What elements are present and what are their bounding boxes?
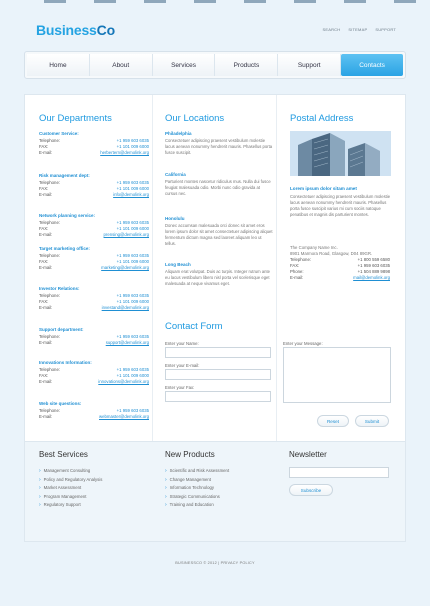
nav-contacts[interactable]: Contacts (341, 54, 403, 76)
department-name: Support department: (39, 327, 84, 332)
email-link[interactable]: investand@demolink.org (101, 305, 149, 310)
email-label: E-mail: (39, 150, 53, 155)
email-link[interactable]: webmaster@demolink.org (99, 414, 149, 419)
fax-label: FAX: (290, 263, 300, 268)
list-item-link[interactable]: › Market Assessment (39, 484, 102, 493)
telephone-value: +1 959 603 6035 (116, 180, 149, 185)
departments-column (25, 95, 153, 441)
email-label: E-mail: (39, 340, 53, 345)
fax-value: +1 959 603 6035 (357, 263, 390, 268)
newsletter (289, 450, 389, 496)
email-label: E-mail: (39, 232, 53, 237)
fax-value: +1 101 009 6000 (116, 299, 149, 304)
message-textarea[interactable] (283, 347, 391, 403)
name-label: Enter your Name: (165, 341, 199, 346)
email-input[interactable] (165, 369, 271, 380)
footer-widgets (24, 442, 406, 542)
list-item-link[interactable]: › Information Technology (165, 484, 229, 493)
telephone-value: +1 800 559 6580 (357, 257, 390, 262)
fax-value: +1 101 009 6000 (116, 226, 149, 231)
list-item-link[interactable]: › Program Management (39, 493, 102, 502)
telephone-label: Telephone: (39, 180, 61, 185)
fax-label: FAX: (39, 186, 49, 191)
newsletter-title: Newsletter (289, 450, 327, 459)
best-services (39, 450, 102, 510)
phone-label: Phone: (290, 269, 304, 274)
department-name: Web site questions: (39, 401, 82, 406)
location-text: Parturient montes nascetur ridiculus mus. Nulla dui fusce feugiat malesuada odio. Morbi nunc odio gravida at cursus nec. (165, 179, 271, 196)
departments-title: Our Departments (39, 113, 112, 124)
department-name: Investor Relations: (39, 286, 80, 291)
list-item-link[interactable]: › Scientific and Risk Assessment (165, 467, 229, 476)
telephone-label: Telephone: (39, 293, 61, 298)
department-name: Innovations Information: (39, 360, 92, 365)
department-block (39, 360, 149, 385)
telephone-value: +1 959 603 6035 (116, 408, 149, 413)
telephone-label: Telephone: (39, 220, 61, 225)
main-content (24, 94, 406, 442)
sitemap-link[interactable]: SITEMAP (348, 27, 368, 32)
main-nav (24, 51, 406, 79)
subscribe-button[interactable]: Subscribe (289, 484, 333, 496)
list-item-link[interactable]: › Regulatory Support (39, 501, 102, 510)
department-block (39, 173, 149, 198)
location-name[interactable]: Long Beach (165, 262, 191, 267)
telephone-label: Telephone: (39, 367, 61, 372)
top-decoration-bars (0, 0, 430, 3)
department-name: Customer Service: (39, 131, 79, 136)
fax-value: +1 101 009 6000 (116, 259, 149, 264)
email-label: E-mail: (290, 275, 304, 280)
email-label: E-mail: (39, 265, 53, 270)
fax-value: +1 101 009 6000 (116, 144, 149, 149)
email-link[interactable]: support@demolink.org (105, 340, 149, 345)
postal-title: Postal Address (290, 113, 354, 124)
email-label: E-mail: (39, 305, 53, 310)
telephone-value: +1 959 603 6035 (116, 334, 149, 339)
reset-button[interactable]: Reset (317, 415, 349, 427)
list-item-link[interactable]: › Strategic Communications (165, 493, 229, 502)
list-item-link[interactable]: › Management Consulting (39, 467, 102, 476)
name-input[interactable] (165, 347, 271, 358)
company-name: The Company Name Inc. (290, 245, 338, 250)
fax-value: +1 101 009 6000 (116, 186, 149, 191)
location-text: Aliquam erat volutpat. Duis ac turpis. Integer rutrum ante eu lacus vestibulum libero nisl porta vel scelerisque eget malesuada at neque vivamus eget. (165, 269, 270, 286)
submit-button[interactable]: Submit (355, 415, 389, 427)
department-block (39, 286, 149, 311)
list-item-link[interactable]: › Change Management (165, 476, 229, 485)
email-link[interactable]: info@demolink.org (113, 192, 149, 197)
telephone-label: Telephone: (39, 253, 61, 258)
fax-label: FAX: (39, 299, 49, 304)
email-link[interactable]: herbertern@demolink.org (100, 150, 149, 155)
footer-copyright: BUSINESSCO © 2012 | PRIVACY POLICY (175, 561, 255, 565)
fax-label: Enter your Fax: (165, 385, 195, 390)
location-block (165, 172, 273, 197)
brand-logo[interactable]: BusinessCo (36, 22, 115, 38)
telephone-label: Telephone: (39, 334, 61, 339)
street-address: 8901 Marmora Road, Glasgow, D04 89GR. (290, 251, 373, 256)
location-name[interactable]: Honolulu (165, 216, 185, 221)
locations-title: Our Locations (165, 113, 225, 124)
fax-label: FAX: (39, 373, 49, 378)
list-item-link[interactable]: › Policy and Regulatory Analysis (39, 476, 102, 485)
telephone-value: +1 959 603 6035 (116, 367, 149, 372)
email-label: E-mail: (39, 379, 53, 384)
department-block (39, 131, 149, 156)
nav-support[interactable]: Support (278, 54, 341, 76)
location-text: Consectetuer adipiscing praesent vestibulum molestie lacus aenean nonummy hendrerit mauris. Phasellus porta fusce suscipit. (165, 138, 273, 155)
fax-label: FAX: (39, 144, 49, 149)
department-name: Network planning service: (39, 213, 96, 218)
department-block (39, 246, 149, 271)
fax-label: FAX: (39, 226, 49, 231)
location-block (165, 262, 273, 287)
support-link[interactable]: SUPPORT (375, 27, 396, 32)
building-image (290, 131, 391, 176)
new-products (165, 450, 229, 510)
telephone-value: +1 959 603 6035 (116, 253, 149, 258)
newsletter-input[interactable] (289, 467, 389, 478)
telephone-value: +1 959 603 6035 (116, 220, 149, 225)
telephone-label: Telephone: (290, 257, 312, 262)
email-link[interactable]: mail@demolink.org (353, 275, 390, 280)
postal-heading: Lorem ipsum dolor sitam amet (290, 186, 357, 191)
location-text: Donec accumsan malesuada orci donec sit amet eros lorem ipsum dolor sit amet consectetuer adipiscing aliquet fermentum dictum magna sed laoreet aliquam leo ut tellus. (165, 223, 273, 246)
email-link[interactable]: marketing@demolink.org (101, 265, 149, 270)
fax-value: +1 101 009 6000 (116, 373, 149, 378)
telephone-value: +1 959 603 6035 (116, 138, 149, 143)
location-name[interactable]: Philadelphia (165, 131, 192, 136)
email-link[interactable]: innovations@demolink.org (98, 379, 149, 384)
postal-address (290, 245, 390, 281)
nav-about[interactable]: About (90, 54, 153, 76)
list-item-link[interactable]: › Training and Education (165, 501, 229, 510)
email-label: Enter your E-mail: (165, 363, 200, 368)
department-block (39, 213, 149, 238)
department-name: Target marketing office: (39, 246, 90, 251)
fax-input[interactable] (165, 391, 271, 402)
department-name: Risk management dept: (39, 173, 90, 178)
location-block (165, 131, 273, 156)
email-label: E-mail: (39, 192, 53, 197)
nav-products[interactable]: Products (215, 54, 278, 76)
best-services-title: Best Services (39, 450, 88, 459)
top-links (322, 27, 396, 32)
fax-label: FAX: (39, 259, 49, 264)
search-link[interactable]: SEARCH (322, 27, 341, 32)
email-label: E-mail: (39, 414, 53, 419)
email-link[interactable]: prensing@demolink.org (103, 232, 149, 237)
department-block (39, 401, 149, 420)
telephone-label: Telephone: (39, 408, 61, 413)
new-products-title: New Products (165, 450, 215, 459)
department-block (39, 327, 149, 346)
location-name[interactable]: California (165, 172, 186, 177)
message-label: Enter your Message: (283, 341, 323, 346)
location-block (165, 216, 273, 247)
phone-value: +1 504 889 9898 (357, 269, 390, 274)
contact-form-title: Contact Form (165, 321, 223, 332)
postal-text: Consectetuer adipiscing praesent vestibulum molestie lacus aenean nonummy hendrerit mauris. Phasellus porta fusce suscipit varius mi cum sociis natoque penatibus et magnis dis parturient montes. (290, 194, 391, 217)
nav-services[interactable]: Services (153, 54, 216, 76)
telephone-label: Telephone: (39, 138, 61, 143)
nav-home[interactable]: Home (27, 54, 90, 76)
telephone-value: +1 959 603 6035 (116, 293, 149, 298)
